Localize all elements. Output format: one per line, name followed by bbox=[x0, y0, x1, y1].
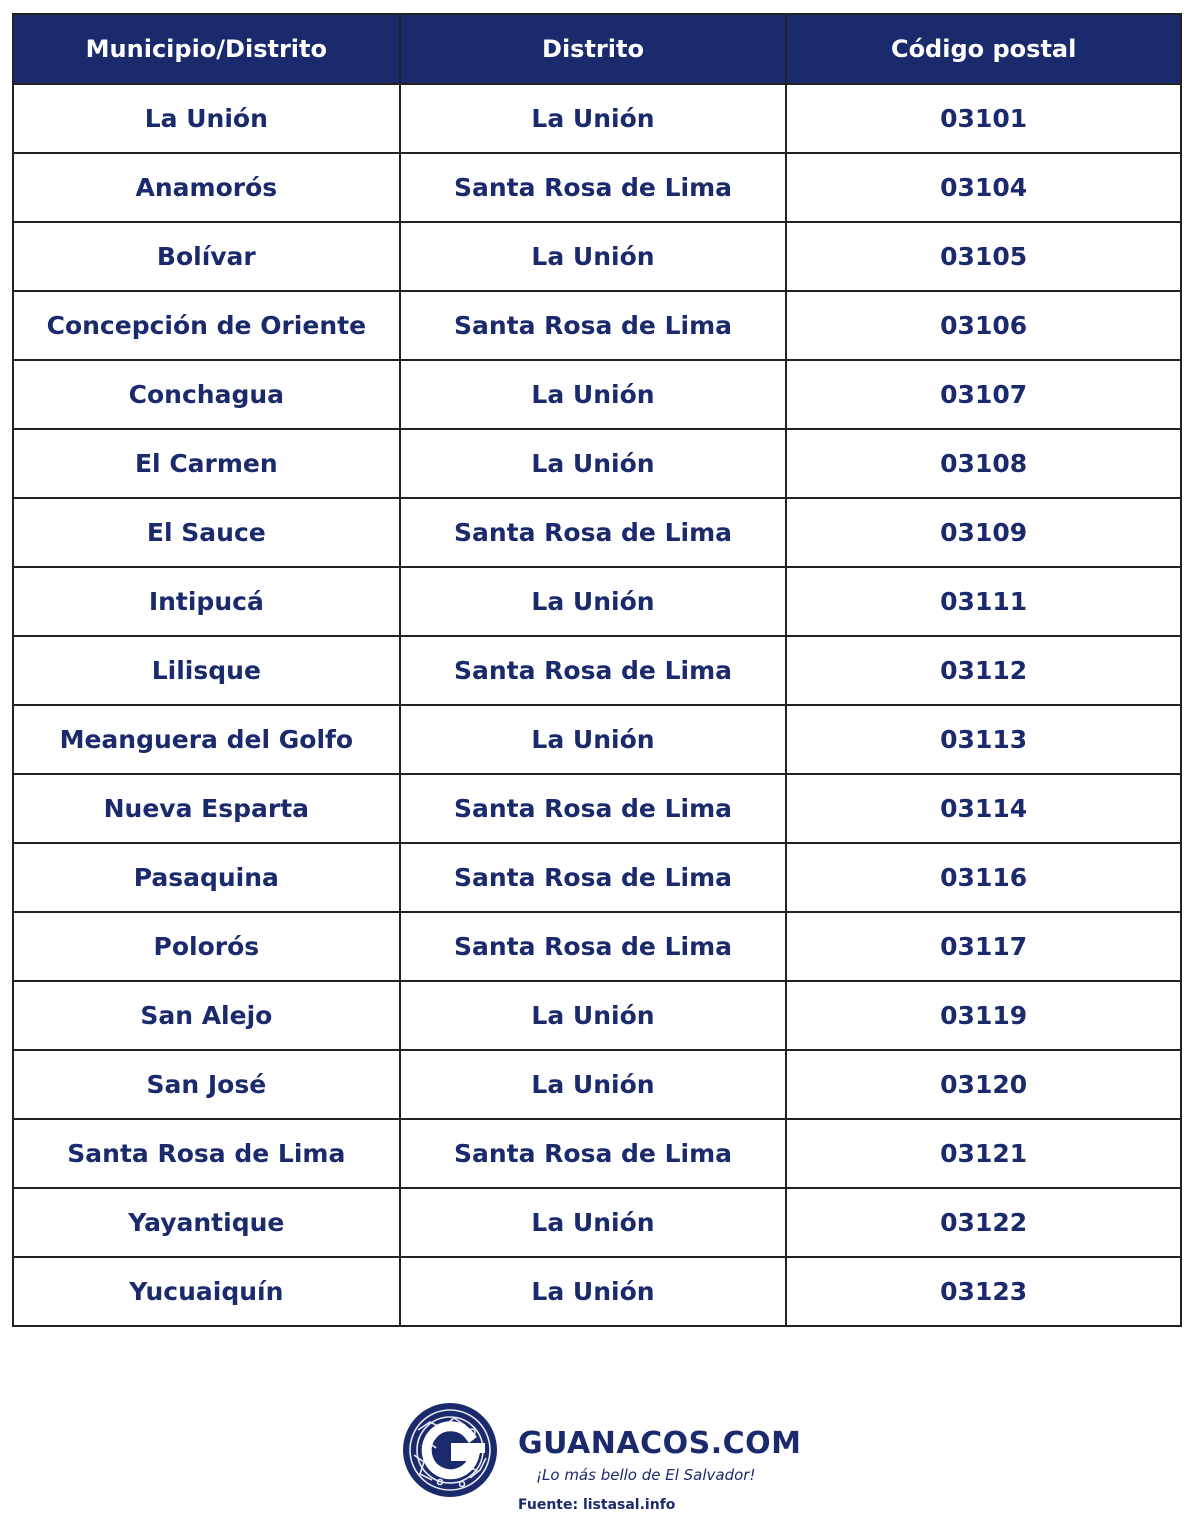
cell-distrito: La Unión bbox=[400, 84, 787, 153]
cell-municipio: Concepción de Oriente bbox=[13, 291, 400, 360]
cell-distrito: La Unión bbox=[400, 1188, 787, 1257]
cell-distrito: La Unión bbox=[400, 567, 787, 636]
guanacos-logo-icon bbox=[400, 1400, 500, 1500]
cell-distrito: Santa Rosa de Lima bbox=[400, 153, 787, 222]
cell-municipio: Yayantique bbox=[13, 1188, 400, 1257]
header-row bbox=[13, 14, 1181, 84]
table-row bbox=[13, 1188, 1181, 1257]
table-header bbox=[13, 14, 1181, 84]
cell-municipio: Meanguera del Golfo bbox=[13, 705, 400, 774]
cell-municipio: Nueva Esparta bbox=[13, 774, 400, 843]
cell-codigo-postal: 03120 bbox=[786, 1050, 1181, 1119]
table-row bbox=[13, 1119, 1181, 1188]
cell-codigo-postal: 03123 bbox=[786, 1257, 1181, 1326]
cell-codigo-postal: 03117 bbox=[786, 912, 1181, 981]
cell-codigo-postal: 03121 bbox=[786, 1119, 1181, 1188]
cell-municipio: Intipucá bbox=[13, 567, 400, 636]
cell-municipio: Lilisque bbox=[13, 636, 400, 705]
cell-distrito: Santa Rosa de Lima bbox=[400, 912, 787, 981]
cell-codigo-postal: 03105 bbox=[786, 222, 1181, 291]
cell-codigo-postal: 03101 bbox=[786, 84, 1181, 153]
cell-distrito: Santa Rosa de Lima bbox=[400, 843, 787, 912]
cell-municipio: Bolívar bbox=[13, 222, 400, 291]
cell-municipio: San Alejo bbox=[13, 981, 400, 1050]
table-row bbox=[13, 84, 1181, 153]
cell-distrito: Santa Rosa de Lima bbox=[400, 291, 787, 360]
postal-code-table bbox=[12, 13, 1182, 1327]
cell-codigo-postal: 03109 bbox=[786, 498, 1181, 567]
table-row bbox=[13, 981, 1181, 1050]
header-municipio: Municipio/Distrito bbox=[13, 14, 400, 84]
cell-codigo-postal: 03113 bbox=[786, 705, 1181, 774]
header-distrito: Distrito bbox=[400, 14, 787, 84]
cell-municipio: La Unión bbox=[13, 84, 400, 153]
cell-codigo-postal: 03106 bbox=[786, 291, 1181, 360]
brand-name: GUANACOS.COM bbox=[518, 1426, 802, 1461]
cell-distrito: Santa Rosa de Lima bbox=[400, 636, 787, 705]
cell-municipio: Santa Rosa de Lima bbox=[13, 1119, 400, 1188]
cell-municipio: San José bbox=[13, 1050, 400, 1119]
footer bbox=[400, 1400, 820, 1520]
cell-codigo-postal: 03108 bbox=[786, 429, 1181, 498]
cell-distrito: La Unión bbox=[400, 429, 787, 498]
table-row bbox=[13, 705, 1181, 774]
table-row bbox=[13, 1257, 1181, 1326]
table-row bbox=[13, 567, 1181, 636]
cell-codigo-postal: 03111 bbox=[786, 567, 1181, 636]
cell-distrito: La Unión bbox=[400, 705, 787, 774]
cell-municipio: Yucuaiquín bbox=[13, 1257, 400, 1326]
table-body bbox=[13, 84, 1181, 1326]
cell-distrito: La Unión bbox=[400, 1050, 787, 1119]
cell-municipio: Polorós bbox=[13, 912, 400, 981]
cell-codigo-postal: 03114 bbox=[786, 774, 1181, 843]
table-row bbox=[13, 843, 1181, 912]
cell-municipio: El Sauce bbox=[13, 498, 400, 567]
cell-distrito: Santa Rosa de Lima bbox=[400, 774, 787, 843]
cell-codigo-postal: 03107 bbox=[786, 360, 1181, 429]
table-row bbox=[13, 360, 1181, 429]
table-row bbox=[13, 153, 1181, 222]
table-row bbox=[13, 222, 1181, 291]
header-codigo-postal: Código postal bbox=[786, 14, 1181, 84]
table-row bbox=[13, 429, 1181, 498]
brand-tagline: ¡Lo más bello de El Salvador! bbox=[536, 1466, 756, 1484]
cell-codigo-postal: 03112 bbox=[786, 636, 1181, 705]
table-row bbox=[13, 498, 1181, 567]
cell-municipio: Conchagua bbox=[13, 360, 400, 429]
cell-distrito: Santa Rosa de Lima bbox=[400, 498, 787, 567]
cell-distrito: La Unión bbox=[400, 222, 787, 291]
cell-distrito: La Unión bbox=[400, 1257, 787, 1326]
table-row bbox=[13, 912, 1181, 981]
cell-distrito: La Unión bbox=[400, 981, 787, 1050]
cell-municipio: Anamorós bbox=[13, 153, 400, 222]
table-row bbox=[13, 774, 1181, 843]
cell-municipio: Pasaquina bbox=[13, 843, 400, 912]
cell-municipio: El Carmen bbox=[13, 429, 400, 498]
cell-distrito: La Unión bbox=[400, 360, 787, 429]
cell-distrito: Santa Rosa de Lima bbox=[400, 1119, 787, 1188]
table-row bbox=[13, 636, 1181, 705]
cell-codigo-postal: 03122 bbox=[786, 1188, 1181, 1257]
cell-codigo-postal: 03116 bbox=[786, 843, 1181, 912]
cell-codigo-postal: 03104 bbox=[786, 153, 1181, 222]
cell-codigo-postal: 03119 bbox=[786, 981, 1181, 1050]
source-credit: Fuente: listasal.info bbox=[518, 1497, 676, 1513]
table-row bbox=[13, 291, 1181, 360]
table-row bbox=[13, 1050, 1181, 1119]
